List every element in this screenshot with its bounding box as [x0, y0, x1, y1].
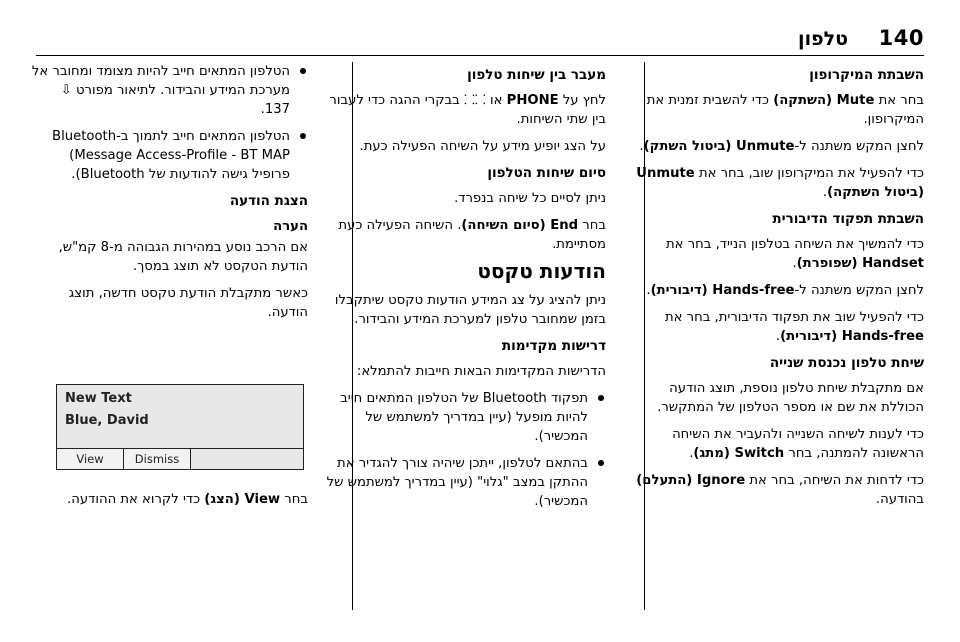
paragraph: לחצן המקש משתנה ל-Unmute (ביטול השתק).	[639, 139, 924, 154]
dismiss-button[interactable]: Dismiss	[124, 449, 191, 469]
section-heading: שיחת טלפון נכנסת שנייה	[769, 355, 924, 371]
chapter-heading: הודעות טקסט	[477, 259, 606, 283]
page-header	[0, 0, 960, 60]
list-item: הטלפון המתאים חייב לתמוך ב-Bluetooth Message Access-Profile - BT MAP) פרופיל גישה להודעות של Bluetooth).	[28, 127, 308, 184]
note-heading: הערה	[273, 219, 308, 234]
section-display-message	[28, 192, 308, 322]
paragraph: כדי להפעיל שוב את תפקוד הדיבורית, בחר את Hands-free (דיבורית).	[664, 310, 924, 344]
popup-button-row	[57, 448, 303, 469]
paragraph: כדי להפעיל את המיקרופון שוב, בחר את Unmute (ביטול השתקה).	[636, 166, 924, 200]
section-heading: סיום שיחות הטלפון	[487, 165, 606, 181]
paragraph: לחצן המקש משתנה ל-Hands-free (דיבורית).	[646, 283, 924, 298]
list-item: תפקוד Bluetooth של הטלפון המתאים חייב להיות מופעל (עיין במדריך למשתמש של המכשיר).	[326, 389, 606, 446]
message-popup-illustration	[56, 384, 304, 470]
section-text-messages	[326, 259, 606, 511]
paragraph: כדי להמשיך את השיחה בטלפון הנייד, בחר את Handset (שפופרת).	[666, 237, 924, 271]
paragraph: על הצג יופיע מידע על השיחה הפעילה כעת.	[359, 139, 606, 154]
left-column	[28, 62, 308, 612]
right-column	[634, 62, 924, 612]
paragraph: ניתן להציג על צג המידע הודעות טקסט שיתקבלו בזמן שמחובר טלפון למערכת המידע והבידור.	[334, 293, 606, 327]
middle-column	[326, 62, 606, 612]
note-text: אם הרכב נוסע במהירות הגבוהה מ-8 קמ"ש, הודעת הטקסט לא תוצג במסך.	[58, 240, 308, 274]
paragraph: ניתן לסיים כל שיחה בנפרד.	[454, 191, 606, 206]
requirements-list	[326, 389, 606, 511]
section-switch-calls	[326, 66, 606, 156]
page-number: 140	[878, 26, 924, 50]
section-heading: הצגת הודעה	[229, 193, 308, 209]
section-handsfree	[634, 210, 924, 346]
section-heading: מעבר בין שיחות טלפון	[467, 67, 606, 83]
header-divider	[36, 55, 924, 56]
section-heading: השבתת תפקוד הדיבורית	[772, 211, 924, 227]
popup-title: New Text	[65, 391, 132, 406]
paragraph: כאשר מתקבלת הודעת טקסט חדשה, תוצג הודעה.	[68, 286, 308, 320]
section-heading: השבתת המיקרופון	[809, 67, 924, 83]
paragraph: לחץ על PHONE או ⸬⸬ בבקרי ההגה כדי לעבור בין שתי השיחות.	[329, 93, 606, 127]
page-title: טלפון	[798, 28, 848, 50]
paragraph: כדי לדחות את השיחה, בחר את Ignore (התעלם) בהודעה.	[636, 473, 924, 507]
paragraph: הדרישות המקדימות הבאות חייבות להתמלא:	[356, 364, 606, 379]
list-item: הטלפון המתאים חייב להיות מצומד ומחובר אל מערכת המידע והבידור. לתיאור מפורט ⇩ 137.	[28, 62, 308, 119]
paragraph: בחר את Mute (השתקה) כדי להשבית זמנית את המיקרופון.	[646, 93, 924, 127]
paragraph: אם מתקבלת שיחת טלפון נוספת, תוצג הודעה הכוללת את שם או מספר הטלפון של המתקשר.	[657, 381, 924, 415]
requirements-list-continued	[28, 62, 308, 184]
section-heading: דרישות מקדימות	[501, 338, 606, 354]
section-second-call	[634, 354, 924, 509]
paragraph: בחר End (סיום השיחה). השיחה הפעילה כעת מסתיימת.	[338, 218, 606, 252]
caption: בחר View (הצג) כדי לקרוא את ההודעה.	[67, 492, 308, 507]
paragraph: כדי לענות לשיחה השנייה ולהעביר את השיחה הראשונה להמתנה, בחר Switch (מתג).	[672, 427, 924, 461]
popup-sender: Blue, David	[65, 413, 149, 428]
section-mic-mute	[634, 66, 924, 202]
section-end-calls	[326, 164, 606, 254]
view-button[interactable]: View	[57, 449, 124, 469]
list-item: בהתאם לטלפון, ייתכן שיהיה צורך להגדיר את ההתקן במצב "גלוי" (עיין במדריך למשתמש של המכשיר).	[326, 454, 606, 511]
